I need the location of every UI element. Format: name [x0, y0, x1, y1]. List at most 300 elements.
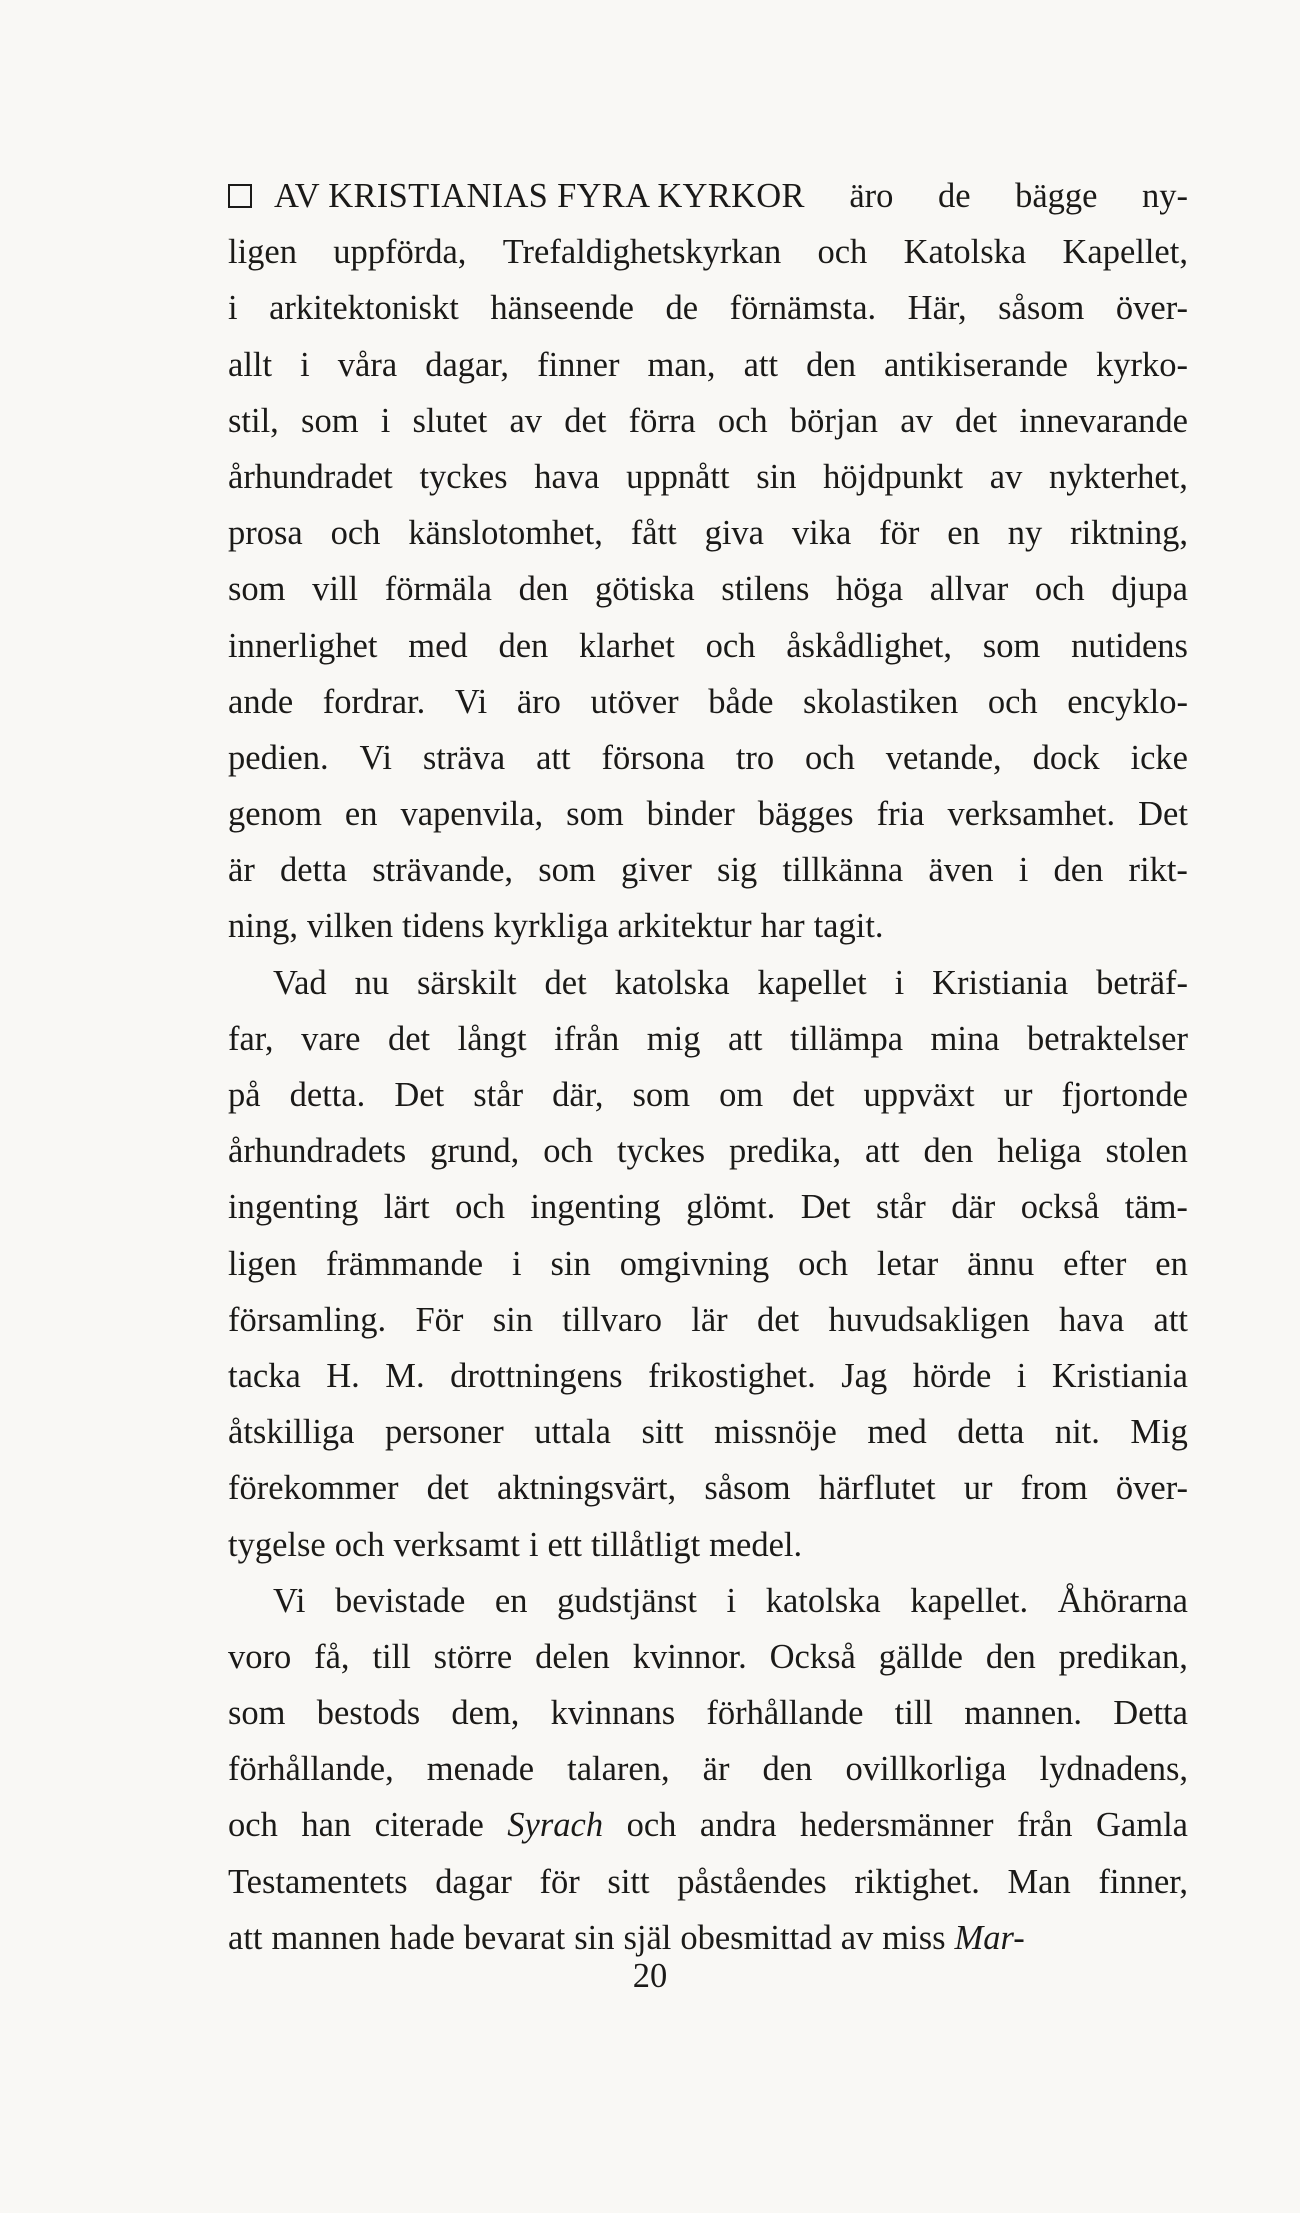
- word: nykterhet,: [1049, 457, 1188, 496]
- word: prosa: [228, 514, 303, 553]
- word: att: [743, 345, 779, 384]
- word: kvinnor.: [632, 1637, 747, 1676]
- word: i: [1018, 851, 1029, 890]
- word: lydnadens,: [1039, 1750, 1188, 1789]
- word: Gamla: [1096, 1806, 1188, 1845]
- word: nu: [354, 963, 390, 1002]
- word: ny-: [1141, 177, 1188, 215]
- word: slutet: [412, 401, 488, 440]
- word: hava: [534, 457, 600, 496]
- word: står: [473, 1076, 524, 1114]
- word: tygelse: [228, 1525, 326, 1564]
- text-line: [228, 1067, 1188, 1123]
- word: delen: [535, 1637, 610, 1676]
- word: vika: [791, 514, 852, 553]
- word: och: [455, 1188, 505, 1227]
- word: med: [867, 1413, 927, 1452]
- text-line: [228, 1011, 1188, 1067]
- word: tillämpa: [789, 1019, 904, 1058]
- text-line: [228, 1854, 1188, 1910]
- word: att: [1153, 1300, 1188, 1339]
- word: det: [426, 1469, 469, 1508]
- word: även: [928, 851, 994, 890]
- word: och: [987, 682, 1038, 721]
- word: kvinnans: [550, 1694, 676, 1733]
- text-line: [228, 1517, 1188, 1573]
- word: med: [408, 626, 468, 665]
- word: åskådlighet,: [786, 626, 952, 665]
- word: fria: [876, 795, 925, 834]
- word: som: [538, 851, 596, 890]
- body-text: [228, 168, 1188, 1966]
- word: av: [509, 401, 543, 440]
- word: ifrån: [554, 1019, 620, 1058]
- word: ande: [228, 682, 294, 721]
- word: letar: [876, 1244, 939, 1283]
- word: är: [702, 1750, 730, 1789]
- word: talaren,: [567, 1750, 670, 1789]
- word: fått: [630, 514, 677, 553]
- word: och: [1034, 570, 1085, 609]
- text-line: [228, 280, 1188, 336]
- word: större: [433, 1637, 513, 1676]
- word: i: [380, 401, 391, 440]
- text-line: [228, 337, 1188, 393]
- word: dagar: [435, 1862, 512, 1901]
- word: att: [536, 738, 571, 777]
- word: tyckes: [419, 457, 508, 496]
- word: Åhörarna: [1057, 1581, 1188, 1620]
- word: Vi: [273, 1581, 306, 1620]
- word: i: [894, 963, 905, 1002]
- word: pedien.: [228, 738, 329, 777]
- word: århundradet: [228, 457, 393, 496]
- word: som: [632, 1076, 691, 1114]
- word: efter: [1063, 1244, 1127, 1283]
- word: kapellet.: [910, 1581, 1029, 1620]
- text-line: [228, 842, 1188, 898]
- text-line: [228, 898, 1188, 954]
- word: där,: [552, 1076, 604, 1114]
- word: uppförda,: [333, 233, 467, 272]
- word: genom: [228, 795, 322, 834]
- word: som: [566, 795, 624, 834]
- word: tillvaro: [562, 1300, 662, 1339]
- word: huvudsakligen: [828, 1300, 1030, 1339]
- word: mina: [930, 1019, 1000, 1058]
- word: ligen: [228, 1244, 297, 1283]
- text-line: [228, 505, 1188, 561]
- word: århundradets: [228, 1132, 407, 1171]
- word: ligen: [228, 233, 297, 272]
- word: hörde: [912, 1356, 992, 1395]
- word: förhållande,: [228, 1750, 394, 1789]
- word: över-: [1115, 289, 1188, 328]
- word: Kristiania: [1051, 1356, 1188, 1395]
- word: förekommer: [228, 1469, 399, 1508]
- word: och: [705, 626, 756, 665]
- word: ingenting: [228, 1188, 359, 1227]
- word: klarhet: [579, 626, 675, 665]
- word: tagit.: [813, 907, 884, 946]
- word: predikan,: [1058, 1637, 1188, 1676]
- word: giva: [704, 514, 764, 553]
- word: såsom: [998, 289, 1085, 328]
- word: i: [528, 1525, 539, 1564]
- word: i: [228, 289, 238, 328]
- word: få,: [314, 1637, 350, 1676]
- word: AV KRISTIANIAS FYRA KYRKOR: [228, 168, 805, 224]
- word: och: [330, 514, 381, 553]
- word: stil,: [228, 401, 279, 440]
- word: Katolska: [903, 233, 1027, 272]
- word: att: [727, 1019, 763, 1058]
- word: man,: [647, 345, 716, 384]
- word: vill: [312, 570, 359, 609]
- word: kapellet: [757, 963, 867, 1002]
- text-line: [228, 674, 1188, 730]
- word: dock: [1032, 738, 1100, 777]
- word: tacka: [228, 1356, 301, 1395]
- word: bägge: [1015, 177, 1098, 215]
- word: förra: [628, 401, 696, 440]
- word: arkitektoniskt: [269, 289, 459, 328]
- text-line: [228, 1404, 1188, 1460]
- word: verksamhet.: [947, 795, 1116, 834]
- word: menade: [426, 1750, 535, 1789]
- word: verksamt: [393, 1525, 520, 1564]
- word: lär: [691, 1300, 728, 1339]
- word: far,: [228, 1019, 274, 1058]
- word: bevarat: [463, 1918, 566, 1957]
- word: sin: [756, 457, 797, 496]
- text-line: [228, 1292, 1188, 1348]
- word: ovillkorliga: [845, 1750, 1007, 1789]
- word: står: [875, 1188, 926, 1227]
- word: dem,: [451, 1694, 520, 1733]
- word: ännu: [967, 1244, 1035, 1283]
- word: glömt.: [686, 1188, 776, 1227]
- word: bägges: [757, 795, 854, 834]
- word: fjortonde: [1061, 1076, 1188, 1114]
- word: om: [719, 1076, 764, 1114]
- word: det: [387, 1019, 431, 1058]
- text-line: [228, 786, 1188, 842]
- word: höga: [836, 570, 904, 609]
- word: sitt: [607, 1862, 650, 1901]
- word: lärt: [383, 1188, 430, 1227]
- word: bestods: [316, 1694, 421, 1733]
- word: arkitektur: [617, 907, 752, 946]
- word: beträf-: [1096, 963, 1188, 1002]
- word: uppväxt: [863, 1076, 975, 1114]
- word: andra: [699, 1806, 777, 1845]
- word: sträva: [422, 738, 506, 777]
- word: Syrach: [507, 1806, 604, 1845]
- word: den: [985, 1637, 1036, 1676]
- word: det: [792, 1076, 835, 1114]
- word: också: [1020, 1188, 1100, 1227]
- word: götiska: [595, 570, 695, 609]
- word: att: [865, 1132, 900, 1171]
- word: den: [1053, 851, 1104, 890]
- word: en: [947, 514, 980, 553]
- word: ning,: [228, 907, 298, 946]
- word: i: [300, 345, 310, 384]
- word: dagar,: [425, 345, 510, 384]
- word: utöver: [590, 682, 679, 721]
- word: nit.: [1054, 1413, 1100, 1452]
- text-line: [228, 449, 1188, 505]
- word: och: [334, 1525, 385, 1564]
- word: giver: [620, 851, 692, 890]
- word: vare: [301, 1019, 361, 1058]
- word: och: [798, 1244, 848, 1283]
- word: Det: [800, 1188, 851, 1227]
- word: på: [228, 1076, 261, 1114]
- word: drottningens: [450, 1356, 623, 1395]
- word: både: [708, 682, 774, 721]
- word: omgivning: [619, 1244, 770, 1283]
- word: känslotomhet,: [408, 514, 603, 553]
- word: äro: [849, 177, 894, 215]
- text-line: [228, 1348, 1188, 1404]
- word: Detta: [1113, 1694, 1188, 1733]
- word: påståendes: [677, 1862, 827, 1901]
- word: Vad: [273, 963, 327, 1002]
- word: detta: [280, 851, 348, 890]
- word: för: [539, 1862, 580, 1901]
- word: riktighet.: [854, 1862, 980, 1901]
- word: sitt: [641, 1413, 684, 1452]
- word: Också: [769, 1637, 856, 1676]
- word: själ: [623, 1918, 672, 1957]
- word: citerade: [374, 1806, 484, 1845]
- word: riktning,: [1070, 514, 1188, 553]
- word: finner: [537, 345, 620, 384]
- word: missnöje: [714, 1413, 837, 1452]
- word: hava: [1059, 1300, 1125, 1339]
- word: en: [494, 1581, 528, 1620]
- word: ny: [1007, 514, 1043, 553]
- word: och: [228, 1806, 278, 1845]
- word: allvar: [929, 570, 1009, 609]
- word: det: [955, 401, 998, 440]
- word: grund,: [430, 1132, 520, 1171]
- word: höjdpunkt: [823, 457, 964, 496]
- word: Jag: [841, 1356, 888, 1395]
- word: våra: [337, 345, 398, 384]
- word: som: [228, 570, 286, 609]
- word: och: [717, 401, 768, 440]
- word: rikt-: [1128, 851, 1188, 890]
- text-line: [228, 168, 1188, 224]
- word: Det: [394, 1076, 445, 1114]
- word: tro: [735, 738, 775, 777]
- word: vetande,: [885, 738, 1002, 777]
- word: som: [228, 1694, 286, 1733]
- word: till: [372, 1637, 411, 1676]
- word: ur: [1003, 1076, 1033, 1114]
- word: Här,: [907, 289, 967, 328]
- word: bevistade: [335, 1581, 466, 1620]
- word: vilken: [306, 907, 394, 946]
- word: täm-: [1124, 1188, 1188, 1227]
- word: ur: [963, 1469, 993, 1508]
- word: det: [564, 401, 607, 440]
- word: katolska: [765, 1581, 881, 1620]
- word: sin: [574, 1918, 615, 1957]
- word: de: [665, 289, 699, 328]
- word: främmande: [325, 1244, 484, 1283]
- word: i: [511, 1244, 522, 1283]
- word: tillkänna: [782, 851, 904, 890]
- text-line: [228, 393, 1188, 449]
- word: den: [498, 626, 549, 665]
- word: djupa: [1111, 570, 1188, 609]
- section-marker-square-icon: [228, 184, 252, 208]
- word: härflutet: [818, 1469, 936, 1508]
- word: såsom: [704, 1469, 791, 1508]
- word: han: [301, 1806, 352, 1845]
- word: att: [228, 1918, 263, 1957]
- word: tyckes: [616, 1132, 706, 1171]
- word: förhållande: [706, 1694, 864, 1733]
- word: nutidens: [1071, 626, 1188, 665]
- word: Testamentets: [228, 1862, 408, 1901]
- word: den: [923, 1132, 974, 1171]
- word: av: [900, 401, 933, 440]
- word: en: [1155, 1244, 1188, 1283]
- word: miss: [882, 1918, 946, 1957]
- word: Kapellet,: [1062, 233, 1188, 272]
- word: är: [228, 851, 255, 890]
- word: till: [894, 1694, 933, 1733]
- word: det: [757, 1300, 800, 1339]
- word: kyrko-: [1095, 345, 1188, 384]
- text-line: [228, 1179, 1188, 1235]
- text-line: [228, 1741, 1188, 1797]
- word: allt: [228, 345, 273, 384]
- word: heliga: [997, 1132, 1082, 1171]
- word: början: [789, 401, 879, 440]
- word: ett: [547, 1525, 582, 1564]
- page-number: 20: [632, 1957, 668, 1995]
- word: åtskilliga: [228, 1413, 355, 1452]
- word: i: [1016, 1356, 1027, 1395]
- word: från: [1016, 1806, 1073, 1845]
- word: den: [762, 1750, 813, 1789]
- text-line: [228, 1685, 1188, 1741]
- word: uppnått: [626, 457, 730, 496]
- word: tidens: [402, 907, 485, 946]
- word: from: [1020, 1469, 1088, 1508]
- word: Mar-: [954, 1918, 1025, 1957]
- word: en: [344, 795, 378, 834]
- word: förnämsta.: [729, 289, 877, 328]
- word: den: [806, 345, 856, 384]
- word: binder: [646, 795, 735, 834]
- word: M.: [385, 1356, 425, 1395]
- word: långt: [457, 1019, 527, 1058]
- word: Man: [1007, 1862, 1071, 1901]
- word: Mig: [1130, 1413, 1188, 1452]
- word: mannen: [271, 1918, 381, 1957]
- word: hedersmänner: [800, 1806, 994, 1845]
- word: För: [415, 1300, 464, 1339]
- word: icke: [1130, 738, 1188, 777]
- text-line: [228, 1460, 1188, 1516]
- word: uttala: [534, 1413, 611, 1452]
- word: sig: [717, 851, 758, 890]
- word: skolastiken: [802, 682, 959, 721]
- word: hänseende: [490, 289, 634, 328]
- word: gällde: [878, 1637, 963, 1676]
- text-line: [228, 1797, 1188, 1853]
- word: särskilt: [416, 963, 517, 1002]
- word: Kristiania: [932, 963, 1069, 1002]
- word: har: [760, 907, 805, 946]
- word: den: [518, 570, 569, 609]
- word: Vi: [454, 682, 488, 721]
- text-line: [228, 730, 1188, 786]
- word: i: [726, 1581, 737, 1620]
- word: kyrkliga: [493, 907, 609, 946]
- word: obesmittad: [680, 1918, 832, 1957]
- word: förmäla: [384, 570, 492, 609]
- word: och: [805, 738, 855, 777]
- text-line: [228, 618, 1188, 674]
- word: och: [543, 1132, 594, 1171]
- text-line: [228, 224, 1188, 280]
- word: av: [989, 457, 1023, 496]
- word: och: [626, 1806, 677, 1845]
- word: voro: [228, 1637, 292, 1676]
- word: sin: [492, 1300, 533, 1339]
- word: frikostighet.: [648, 1356, 816, 1395]
- word: finner,: [1098, 1862, 1188, 1901]
- word: mannen.: [964, 1694, 1083, 1733]
- text-line: [228, 955, 1188, 1011]
- word: H.: [326, 1356, 360, 1395]
- word: det: [544, 963, 587, 1002]
- word: tillåtligt: [590, 1525, 701, 1564]
- word: som: [982, 626, 1041, 665]
- word: encyklo-: [1067, 682, 1188, 721]
- word: mig: [646, 1019, 701, 1058]
- word: Det: [1138, 795, 1188, 834]
- word: över-: [1115, 1469, 1188, 1508]
- word: medel.: [709, 1525, 803, 1564]
- word: predika,: [729, 1132, 842, 1171]
- word: av: [840, 1918, 874, 1957]
- word: stilens: [721, 570, 810, 609]
- word: katolska: [614, 963, 730, 1002]
- word: ingenting: [530, 1188, 661, 1227]
- word: Trefaldighetskyrkan: [502, 233, 782, 272]
- word: äro: [516, 682, 561, 721]
- word: för: [879, 514, 920, 553]
- word: de: [937, 177, 971, 215]
- word: fordrar.: [322, 682, 426, 721]
- word: gudstjänst: [557, 1581, 697, 1620]
- word: detta: [957, 1413, 1025, 1452]
- word: vapenvila,: [400, 795, 544, 834]
- word: detta.: [289, 1076, 366, 1114]
- word: som: [301, 401, 359, 440]
- word: försona: [601, 738, 705, 777]
- text-line: [228, 1629, 1188, 1685]
